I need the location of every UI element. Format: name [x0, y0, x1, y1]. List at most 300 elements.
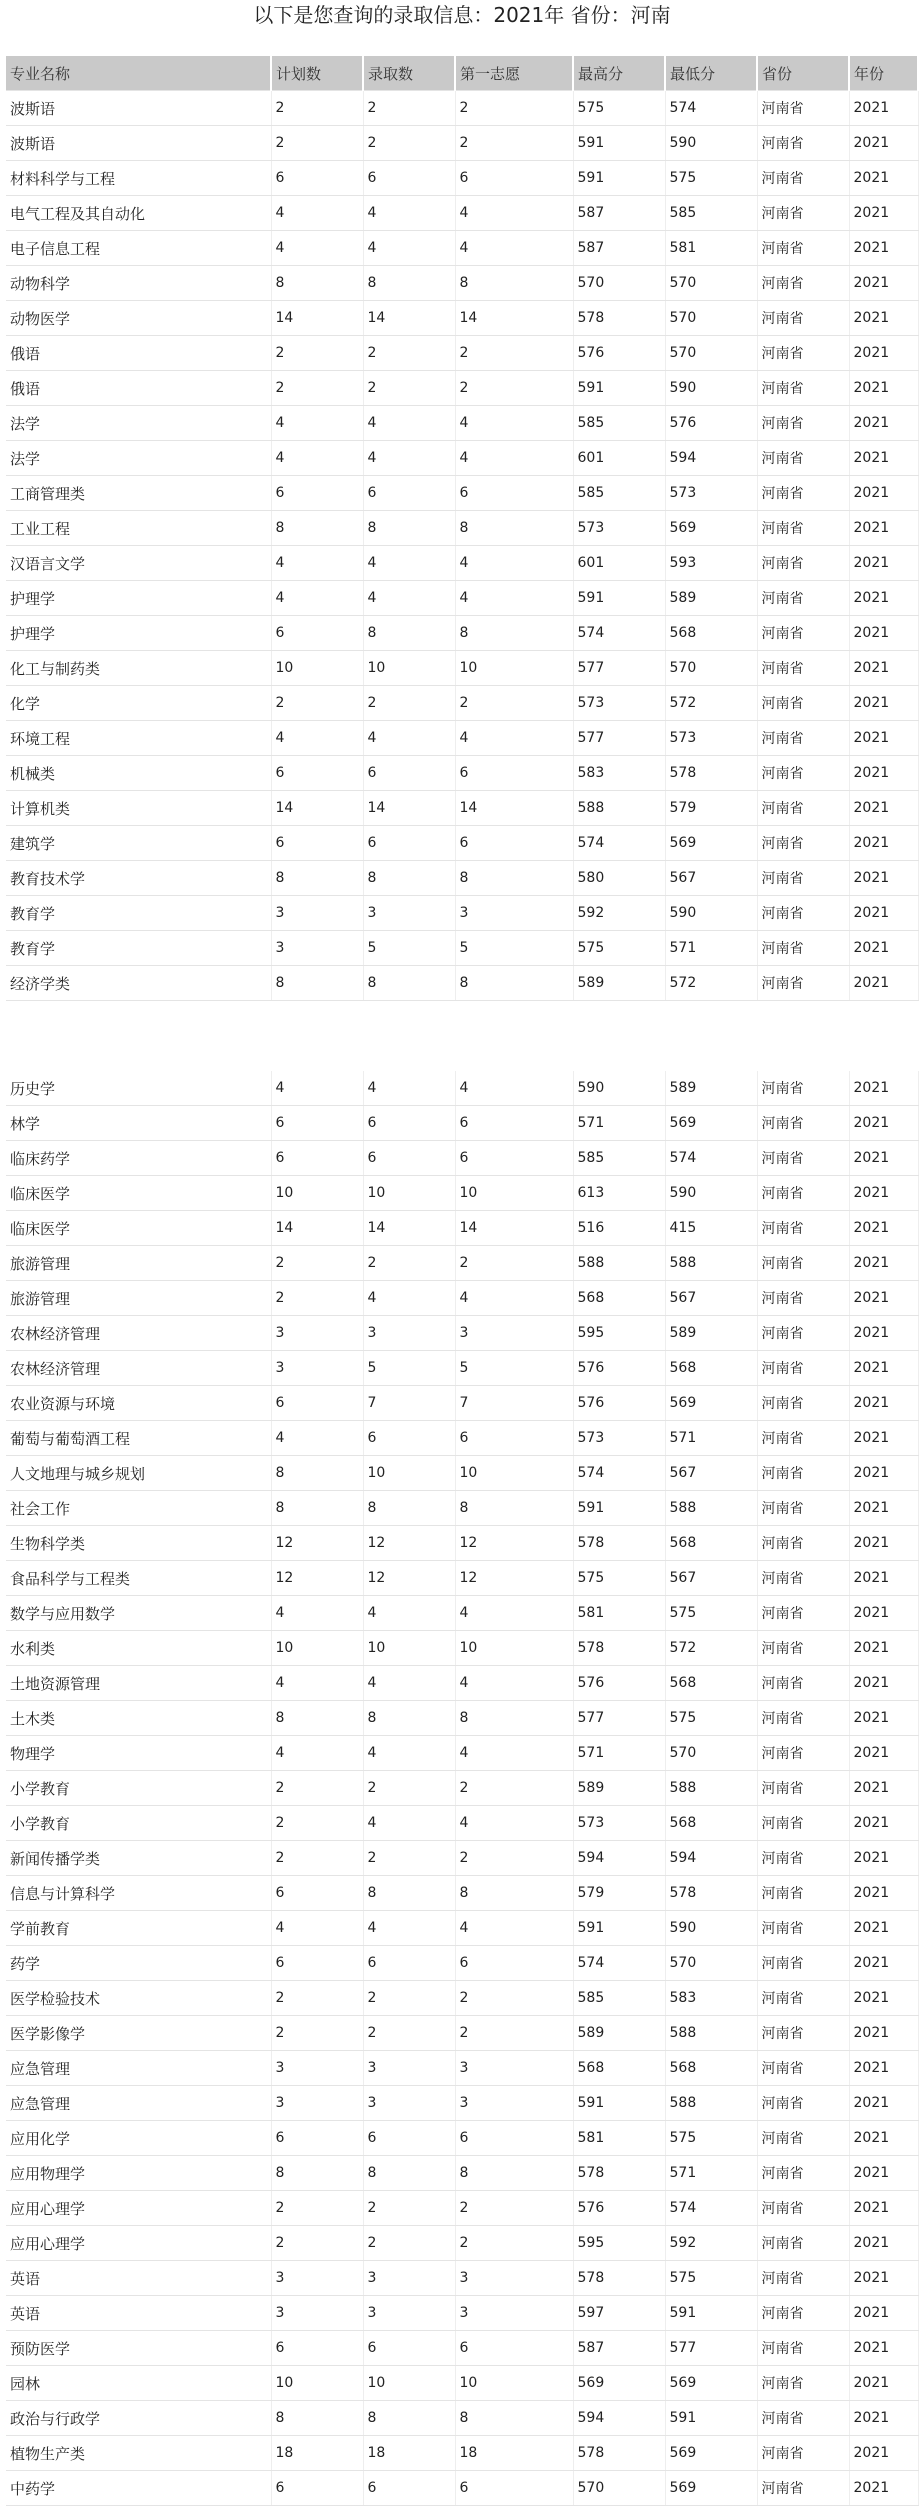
table-cell: 河南省 [757, 336, 849, 371]
table-row [6, 1561, 918, 1596]
table-cell: 河南省 [757, 721, 849, 756]
major-name-cell: 农林经济管理 [6, 1316, 271, 1351]
table-cell: 2021 [849, 231, 918, 266]
table-row [6, 266, 918, 301]
table-row [6, 1316, 918, 1351]
table-cell: 4 [363, 406, 455, 441]
table-cell: 河南省 [757, 1631, 849, 1666]
table-cell: 2021 [849, 1351, 918, 1386]
table-cell: 580 [573, 861, 665, 896]
table-cell: 8 [455, 2401, 573, 2436]
table-cell: 8 [271, 2401, 363, 2436]
table-cell: 河南省 [757, 2016, 849, 2051]
table-cell: 2 [363, 1771, 455, 1806]
table-cell: 579 [665, 791, 757, 826]
table-cell: 2 [455, 2191, 573, 2226]
major-name-cell: 应用心理学 [6, 2191, 271, 2226]
table-cell: 河南省 [757, 1526, 849, 1561]
table-cell: 575 [573, 91, 665, 126]
table-cell: 2021 [849, 651, 918, 686]
table-cell: 河南省 [757, 1736, 849, 1771]
major-name-cell: 工商管理类 [6, 476, 271, 511]
major-name-cell: 材料科学与工程 [6, 161, 271, 196]
table-row [6, 1176, 918, 1211]
table-cell: 590 [665, 1176, 757, 1211]
table-cell: 575 [665, 2121, 757, 2156]
table-cell: 4 [271, 1421, 363, 1456]
major-name-cell: 工业工程 [6, 511, 271, 546]
table-cell: 7 [455, 1386, 573, 1421]
table-cell: 4 [455, 406, 573, 441]
table-cell: 2 [363, 1981, 455, 2016]
column-header: 专业名称 [6, 56, 271, 91]
major-name-cell: 护理学 [6, 581, 271, 616]
table-row [6, 196, 918, 231]
table-cell: 573 [573, 1421, 665, 1456]
table-cell: 588 [665, 1491, 757, 1526]
table-cell: 585 [573, 1141, 665, 1176]
table-cell: 14 [271, 1211, 363, 1246]
table-cell: 597 [573, 2296, 665, 2331]
table-row [6, 2436, 918, 2471]
table-cell: 2021 [849, 1491, 918, 1526]
table-cell: 569 [665, 826, 757, 861]
table-row [6, 2191, 918, 2226]
table-row [6, 2051, 918, 2086]
table-cell: 6 [363, 2471, 455, 2506]
table-cell: 河南省 [757, 1701, 849, 1736]
table-cell: 12 [455, 1526, 573, 1561]
table-cell: 591 [573, 1491, 665, 1526]
table-cell: 6 [455, 826, 573, 861]
table-cell: 2021 [849, 1946, 918, 1981]
table-cell: 587 [573, 2331, 665, 2366]
table-cell: 2021 [849, 2191, 918, 2226]
table-cell: 8 [455, 2156, 573, 2191]
table-cell: 河南省 [757, 1176, 849, 1211]
table-cell: 589 [665, 581, 757, 616]
table-cell: 590 [665, 371, 757, 406]
table-cell: 2021 [849, 2226, 918, 2261]
table-cell: 2 [271, 686, 363, 721]
table-cell: 588 [665, 1771, 757, 1806]
table-row [6, 1351, 918, 1386]
table-cell: 8 [363, 2401, 455, 2436]
table-cell: 3 [271, 931, 363, 966]
table-cell: 2 [455, 91, 573, 126]
table-cell: 570 [665, 651, 757, 686]
table-cell: 河南省 [757, 1386, 849, 1421]
table-cell: 2021 [849, 546, 918, 581]
table-body [6, 1071, 918, 2506]
table-cell: 河南省 [757, 861, 849, 896]
table-cell: 2021 [849, 616, 918, 651]
table-cell: 5 [363, 1351, 455, 1386]
major-name-cell: 法学 [6, 441, 271, 476]
major-name-cell: 应急管理 [6, 2086, 271, 2121]
major-name-cell: 临床药学 [6, 1141, 271, 1176]
table-cell: 6 [271, 476, 363, 511]
table-cell: 4 [455, 231, 573, 266]
table-row [6, 1456, 918, 1491]
table-cell: 2021 [849, 1106, 918, 1141]
table-cell: 5 [455, 1351, 573, 1386]
table-cell: 3 [271, 2051, 363, 2086]
table-cell: 4 [363, 1596, 455, 1631]
table-cell: 河南省 [757, 1946, 849, 1981]
table-cell: 574 [573, 616, 665, 651]
table-cell: 2 [271, 336, 363, 371]
table-cell: 2021 [849, 1701, 918, 1736]
table-cell: 575 [665, 2261, 757, 2296]
table-cell: 河南省 [757, 2401, 849, 2436]
table-cell: 415 [665, 1211, 757, 1246]
major-name-cell: 生物科学类 [6, 1526, 271, 1561]
table-cell: 2021 [849, 1386, 918, 1421]
major-name-cell: 教育学 [6, 896, 271, 931]
table-cell: 2021 [849, 1176, 918, 1211]
table-cell: 2021 [849, 1771, 918, 1806]
table-cell: 3 [363, 2261, 455, 2296]
table-cell: 3 [363, 2296, 455, 2331]
table-cell: 571 [573, 1736, 665, 1771]
table-cell: 6 [455, 756, 573, 791]
table-row [6, 2331, 918, 2366]
table-cell: 河南省 [757, 1981, 849, 2016]
major-name-cell: 应用心理学 [6, 2226, 271, 2261]
table-row [6, 1666, 918, 1701]
table-cell: 2021 [849, 686, 918, 721]
table-cell: 2021 [849, 1596, 918, 1631]
table-cell: 河南省 [757, 1246, 849, 1281]
table-cell: 2021 [849, 2296, 918, 2331]
table-cell: 569 [665, 511, 757, 546]
table-cell: 8 [455, 966, 573, 1001]
table-cell: 570 [665, 1736, 757, 1771]
major-name-cell: 新闻传播学类 [6, 1841, 271, 1876]
table-cell: 河南省 [757, 616, 849, 651]
table-cell: 河南省 [757, 126, 849, 161]
page-title: 以下是您查询的录取信息：2021年 省份：河南 [253, 3, 671, 27]
major-name-cell: 动物科学 [6, 266, 271, 301]
table-cell: 590 [573, 1071, 665, 1106]
table-cell: 4 [455, 1806, 573, 1841]
table-cell: 2021 [849, 1876, 918, 1911]
table-cell: 河南省 [757, 476, 849, 511]
table-cell: 6 [271, 1141, 363, 1176]
major-name-cell: 环境工程 [6, 721, 271, 756]
table-cell: 8 [271, 511, 363, 546]
table-row [6, 861, 918, 896]
table-cell: 河南省 [757, 91, 849, 126]
table-cell: 573 [573, 686, 665, 721]
table-cell: 595 [573, 2226, 665, 2261]
table-cell: 2021 [849, 476, 918, 511]
column-header: 年份 [849, 56, 918, 91]
major-name-cell: 汉语言文学 [6, 546, 271, 581]
table-cell: 4 [271, 1666, 363, 1701]
table-cell: 3 [455, 2086, 573, 2121]
table-cell: 589 [665, 1316, 757, 1351]
table-cell: 569 [665, 2366, 757, 2401]
table-cell: 2 [271, 1246, 363, 1281]
major-name-cell: 法学 [6, 406, 271, 441]
table-cell: 6 [271, 1946, 363, 1981]
table-row [6, 1141, 918, 1176]
major-name-cell: 农业资源与环境 [6, 1386, 271, 1421]
table-cell: 4 [455, 1736, 573, 1771]
table-cell: 6 [271, 1106, 363, 1141]
table-row [6, 1246, 918, 1281]
table-row [6, 231, 918, 266]
table-cell: 5 [363, 931, 455, 966]
table-cell: 6 [271, 826, 363, 861]
table-row [6, 1981, 918, 2016]
table-cell: 577 [573, 1701, 665, 1736]
major-name-cell: 政治与行政学 [6, 2401, 271, 2436]
table-cell: 4 [363, 1911, 455, 1946]
table-cell: 2 [271, 371, 363, 406]
table-cell: 571 [573, 1106, 665, 1141]
table-cell: 571 [665, 931, 757, 966]
table-row [6, 91, 918, 126]
table-cell: 4 [455, 441, 573, 476]
major-name-cell: 林学 [6, 1106, 271, 1141]
table-cell: 10 [271, 1176, 363, 1211]
table-cell: 2021 [849, 2401, 918, 2436]
major-name-cell: 波斯语 [6, 91, 271, 126]
table-row [6, 301, 918, 336]
table-cell: 6 [363, 476, 455, 511]
table-cell: 河南省 [757, 791, 849, 826]
table-cell: 577 [573, 721, 665, 756]
table-cell: 2021 [849, 1806, 918, 1841]
table-cell: 570 [665, 266, 757, 301]
table-cell: 594 [665, 441, 757, 476]
table-cell: 河南省 [757, 2436, 849, 2471]
table-cell: 2021 [849, 301, 918, 336]
table-cell: 591 [573, 2086, 665, 2121]
table-cell: 2021 [849, 2366, 918, 2401]
table-cell: 2 [363, 1246, 455, 1281]
table-cell: 2 [271, 1281, 363, 1316]
column-header: 第一志愿 [455, 56, 573, 91]
major-name-cell: 教育学 [6, 931, 271, 966]
table-cell: 8 [363, 616, 455, 651]
table-cell: 572 [665, 1631, 757, 1666]
major-name-cell: 药学 [6, 1946, 271, 1981]
table-cell: 591 [665, 2296, 757, 2331]
table-cell: 576 [573, 1666, 665, 1701]
table-cell: 4 [455, 1666, 573, 1701]
table-cell: 568 [665, 1666, 757, 1701]
table-cell: 6 [455, 2121, 573, 2156]
table-cell: 2 [363, 1841, 455, 1876]
table-cell: 8 [363, 1491, 455, 1526]
table-cell: 10 [363, 1631, 455, 1666]
table-row [6, 511, 918, 546]
table-cell: 12 [271, 1526, 363, 1561]
table-cell: 581 [573, 1596, 665, 1631]
table-row [6, 1211, 918, 1246]
table-cell: 10 [455, 1456, 573, 1491]
table-cell: 6 [363, 1421, 455, 1456]
table-cell: 2021 [849, 1631, 918, 1666]
table-cell: 577 [665, 2331, 757, 2366]
table-cell: 4 [363, 1806, 455, 1841]
table-cell: 2021 [849, 1456, 918, 1491]
table-cell: 572 [665, 966, 757, 1001]
table-cell: 570 [665, 336, 757, 371]
table-cell: 河南省 [757, 2331, 849, 2366]
table-cell: 571 [665, 2156, 757, 2191]
table-cell: 10 [455, 2366, 573, 2401]
table-cell: 6 [271, 616, 363, 651]
table-cell: 589 [665, 1071, 757, 1106]
table-cell: 2 [455, 1771, 573, 1806]
table-cell: 594 [573, 1841, 665, 1876]
table-cell: 6 [363, 826, 455, 861]
table-cell: 8 [363, 861, 455, 896]
table-cell: 8 [455, 1701, 573, 1736]
major-name-cell: 土木类 [6, 1701, 271, 1736]
major-name-cell: 旅游管理 [6, 1246, 271, 1281]
table-row [6, 1771, 918, 1806]
table-cell: 2021 [849, 721, 918, 756]
table-cell: 4 [363, 1736, 455, 1771]
table-cell: 4 [455, 581, 573, 616]
table-cell: 3 [271, 2296, 363, 2331]
admission-table-part-2 [6, 1071, 919, 2506]
table-cell: 574 [573, 1946, 665, 1981]
table-cell: 2021 [849, 1666, 918, 1701]
table-cell: 2021 [849, 1981, 918, 2016]
table-cell: 河南省 [757, 1841, 849, 1876]
table-cell: 河南省 [757, 2296, 849, 2331]
table-cell: 593 [665, 546, 757, 581]
table-cell: 6 [271, 2121, 363, 2156]
table-cell: 6 [455, 2471, 573, 2506]
table-cell: 河南省 [757, 1491, 849, 1526]
table-cell: 2 [363, 91, 455, 126]
table-row [6, 1946, 918, 1981]
table-cell: 18 [455, 2436, 573, 2471]
major-name-cell: 应急管理 [6, 2051, 271, 2086]
table-row [6, 896, 918, 931]
table-cell: 576 [573, 1351, 665, 1386]
table-cell: 12 [455, 1561, 573, 1596]
table-cell: 569 [573, 2366, 665, 2401]
major-name-cell: 电气工程及其自动化 [6, 196, 271, 231]
table-row [6, 966, 918, 1001]
table-cell: 2021 [849, 2261, 918, 2296]
table-cell: 588 [665, 2016, 757, 2051]
table-cell: 河南省 [757, 161, 849, 196]
table-cell: 2 [455, 1841, 573, 1876]
table-cell: 8 [363, 266, 455, 301]
major-name-cell: 教育技术学 [6, 861, 271, 896]
table-cell: 2021 [849, 2051, 918, 2086]
table-cell: 592 [573, 896, 665, 931]
table-row [6, 1386, 918, 1421]
table-cell: 578 [665, 1876, 757, 1911]
table-cell: 2 [455, 2226, 573, 2261]
table-cell: 8 [363, 966, 455, 1001]
table-cell: 2 [363, 2226, 455, 2261]
table-cell: 河南省 [757, 1806, 849, 1841]
table-cell: 河南省 [757, 1666, 849, 1701]
table-cell: 2 [455, 336, 573, 371]
table-row [6, 1106, 918, 1141]
table-cell: 570 [573, 2471, 665, 2506]
table-cell: 2 [271, 1981, 363, 2016]
major-name-cell: 人文地理与城乡规划 [6, 1456, 271, 1491]
table-cell: 8 [271, 1701, 363, 1736]
table-cell: 578 [573, 2436, 665, 2471]
table-cell: 2021 [849, 2331, 918, 2366]
table-row [6, 2471, 918, 2506]
table-cell: 581 [573, 2121, 665, 2156]
table-cell: 4 [271, 196, 363, 231]
table-cell: 569 [665, 2436, 757, 2471]
table-row [6, 721, 918, 756]
table-cell: 6 [455, 161, 573, 196]
table-cell: 河南省 [757, 756, 849, 791]
major-name-cell: 历史学 [6, 1071, 271, 1106]
table-cell: 2 [271, 2226, 363, 2261]
table-cell: 14 [363, 301, 455, 336]
table-cell: 10 [363, 2366, 455, 2401]
table-cell: 河南省 [757, 2191, 849, 2226]
table-cell: 2 [363, 2191, 455, 2226]
major-name-cell: 化工与制药类 [6, 651, 271, 686]
table-row [6, 1876, 918, 1911]
table-row [6, 686, 918, 721]
table-cell: 8 [271, 2156, 363, 2191]
major-name-cell: 护理学 [6, 616, 271, 651]
table-cell: 8 [455, 616, 573, 651]
table-cell: 4 [455, 1071, 573, 1106]
major-name-cell: 信息与计算科学 [6, 1876, 271, 1911]
column-header: 计划数 [271, 56, 363, 91]
major-name-cell: 化学 [6, 686, 271, 721]
major-name-cell: 水利类 [6, 1631, 271, 1666]
table-cell: 14 [363, 1211, 455, 1246]
table-cell: 4 [363, 546, 455, 581]
table-cell: 河南省 [757, 2086, 849, 2121]
table-cell: 589 [573, 1771, 665, 1806]
table-cell: 河南省 [757, 651, 849, 686]
table-cell: 4 [455, 1281, 573, 1316]
table-cell: 591 [573, 161, 665, 196]
table-cell: 河南省 [757, 1771, 849, 1806]
table-row [6, 1841, 918, 1876]
table-cell: 河南省 [757, 581, 849, 616]
table-row [6, 2016, 918, 2051]
table-row [6, 1701, 918, 1736]
table-row [6, 371, 918, 406]
table-cell: 587 [573, 196, 665, 231]
table-cell: 河南省 [757, 1911, 849, 1946]
table-cell: 6 [271, 1386, 363, 1421]
table-cell: 578 [573, 301, 665, 336]
table-row [6, 1421, 918, 1456]
table-cell: 2021 [849, 1911, 918, 1946]
table-cell: 575 [573, 1561, 665, 1596]
table-cell: 3 [455, 896, 573, 931]
table-cell: 568 [573, 1281, 665, 1316]
table-cell: 2021 [849, 266, 918, 301]
